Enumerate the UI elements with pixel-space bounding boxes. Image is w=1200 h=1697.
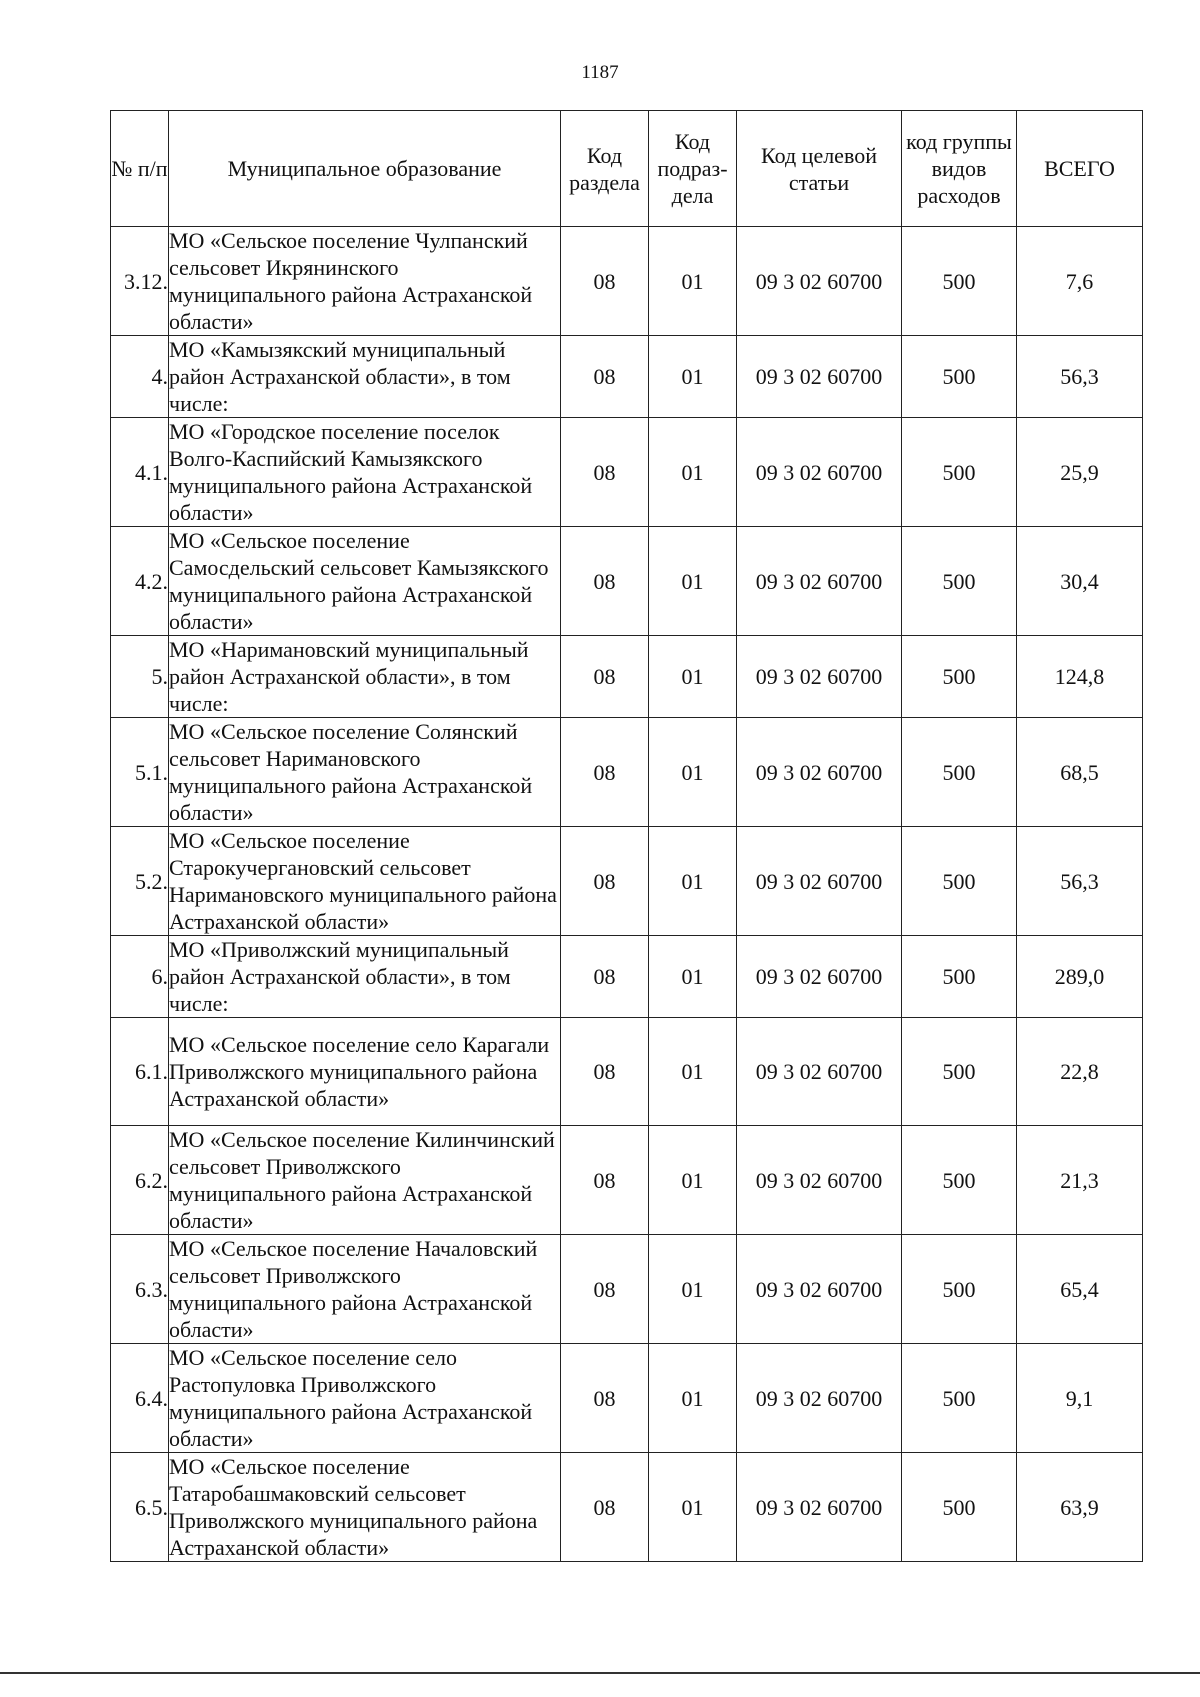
subsection-code: 01 [649, 1235, 737, 1344]
group-code: 500 [902, 418, 1017, 527]
subsection-code: 01 [649, 718, 737, 827]
target-code: 09 3 02 60700 [737, 227, 902, 336]
municipality-name: МО «Камызякский муниципальный район Астраханской области», в том числе: [169, 336, 561, 418]
table-row [111, 1453, 1143, 1562]
municipality-name: МО «Сельское поселение Татаробашмаковский сельсовет Приволжского муниципального района Астраханской области» [169, 1453, 561, 1562]
total-value: 9,1 [1017, 1344, 1143, 1453]
group-code: 500 [902, 227, 1017, 336]
subsection-code: 01 [649, 227, 737, 336]
table-row [111, 936, 1143, 1018]
table-row [111, 1344, 1143, 1453]
section-code: 08 [561, 636, 649, 718]
page-number: 1187 [581, 62, 619, 83]
section-code: 08 [561, 1126, 649, 1235]
header-subsection: Код подраз-дела [649, 111, 737, 227]
target-code: 09 3 02 60700 [737, 1018, 902, 1126]
total-value: 65,4 [1017, 1235, 1143, 1344]
municipality-name: МО «Сельское поселение Старокучергановский сельсовет Наримановского муниципального района Астраханской области» [169, 827, 561, 936]
section-code: 08 [561, 1344, 649, 1453]
municipality-name: МО «Сельское поселение село Карагали Приволжского муниципального района Астраханской области» [169, 1018, 561, 1126]
subsection-code: 01 [649, 1344, 737, 1453]
target-code: 09 3 02 60700 [737, 1126, 902, 1235]
group-code: 500 [902, 1018, 1017, 1126]
section-code: 08 [561, 527, 649, 636]
row-number: 5.1. [111, 718, 169, 827]
subsection-code: 01 [649, 527, 737, 636]
municipality-name: МО «Сельское поселение Солянский сельсовет Наримановского муниципального района Астраханской области» [169, 718, 561, 827]
table-row [111, 336, 1143, 418]
section-code: 08 [561, 227, 649, 336]
total-value: 30,4 [1017, 527, 1143, 636]
target-code: 09 3 02 60700 [737, 1344, 902, 1453]
municipality-name: МО «Сельское поселение Началовский сельсовет Приволжского муниципального района Астраханской области» [169, 1235, 561, 1344]
municipality-name: МО «Городское поселение поселок Волго-Каспийский Камызякского муниципального района Астраханской области» [169, 418, 561, 527]
row-number: 6.2. [111, 1126, 169, 1235]
subsection-code: 01 [649, 827, 737, 936]
subsection-code: 01 [649, 1126, 737, 1235]
table-row [111, 1126, 1143, 1235]
header-municipality: Муниципальное образование [169, 111, 561, 227]
total-value: 56,3 [1017, 336, 1143, 418]
row-number: 6.3. [111, 1235, 169, 1344]
row-number: 5.2. [111, 827, 169, 936]
row-number: 6. [111, 936, 169, 1018]
section-code: 08 [561, 936, 649, 1018]
group-code: 500 [902, 718, 1017, 827]
header-target: Код целевой статьи [737, 111, 902, 227]
total-value: 289,0 [1017, 936, 1143, 1018]
subsection-code: 01 [649, 1018, 737, 1126]
group-code: 500 [902, 936, 1017, 1018]
target-code: 09 3 02 60700 [737, 1235, 902, 1344]
target-code: 09 3 02 60700 [737, 418, 902, 527]
section-code: 08 [561, 1235, 649, 1344]
group-code: 500 [902, 1235, 1017, 1344]
section-code: 08 [561, 718, 649, 827]
total-value: 68,5 [1017, 718, 1143, 827]
header-section: Код раздела [561, 111, 649, 227]
target-code: 09 3 02 60700 [737, 527, 902, 636]
municipality-name: МО «Наримановский муниципальный район Астраханской области», в том числе: [169, 636, 561, 718]
subsection-code: 01 [649, 636, 737, 718]
total-value: 22,8 [1017, 1018, 1143, 1126]
group-code: 500 [902, 336, 1017, 418]
row-number: 6.4. [111, 1344, 169, 1453]
header-group: код группы видов расходов [902, 111, 1017, 227]
table-row [111, 1018, 1143, 1126]
target-code: 09 3 02 60700 [737, 636, 902, 718]
total-value: 56,3 [1017, 827, 1143, 936]
target-code: 09 3 02 60700 [737, 1453, 902, 1562]
group-code: 500 [902, 527, 1017, 636]
group-code: 500 [902, 1453, 1017, 1562]
budget-table [110, 110, 1143, 1562]
table-row [111, 827, 1143, 936]
table-header-row [111, 111, 1143, 227]
total-value: 25,9 [1017, 418, 1143, 527]
total-value: 63,9 [1017, 1453, 1143, 1562]
subsection-code: 01 [649, 1453, 737, 1562]
row-number: 3.12. [111, 227, 169, 336]
header-total: ВСЕГО [1017, 111, 1143, 227]
group-code: 500 [902, 636, 1017, 718]
group-code: 500 [902, 1126, 1017, 1235]
target-code: 09 3 02 60700 [737, 336, 902, 418]
row-number: 4.1. [111, 418, 169, 527]
section-code: 08 [561, 1018, 649, 1126]
footer-rule [0, 1672, 1200, 1674]
row-number: 6.5. [111, 1453, 169, 1562]
municipality-name: МО «Сельское поселение Килинчинский сельсовет Приволжского муниципального района Астраханской области» [169, 1126, 561, 1235]
municipality-name: МО «Приволжский муниципальный район Астраханской области», в том числе: [169, 936, 561, 1018]
table-row [111, 636, 1143, 718]
subsection-code: 01 [649, 936, 737, 1018]
municipality-name: МО «Сельское поселение село Растопуловка Приволжского муниципального района Астраханской области» [169, 1344, 561, 1453]
total-value: 7,6 [1017, 227, 1143, 336]
row-number: 4. [111, 336, 169, 418]
table-row [111, 527, 1143, 636]
municipality-name: МО «Сельское поселение Самосдельский сельсовет Камызякского муниципального района Астраханской области» [169, 527, 561, 636]
group-code: 500 [902, 1344, 1017, 1453]
total-value: 124,8 [1017, 636, 1143, 718]
section-code: 08 [561, 418, 649, 527]
row-number: 4.2. [111, 527, 169, 636]
header-num: № п/п [111, 111, 169, 227]
total-value: 21,3 [1017, 1126, 1143, 1235]
row-number: 5. [111, 636, 169, 718]
target-code: 09 3 02 60700 [737, 936, 902, 1018]
municipality-name: МО «Сельское поселение Чулпанский сельсовет Икрянинского муниципального района Астраханской области» [169, 227, 561, 336]
subsection-code: 01 [649, 336, 737, 418]
target-code: 09 3 02 60700 [737, 718, 902, 827]
section-code: 08 [561, 827, 649, 936]
row-number: 6.1. [111, 1018, 169, 1126]
section-code: 08 [561, 1453, 649, 1562]
subsection-code: 01 [649, 418, 737, 527]
table-row [111, 718, 1143, 827]
table-row [111, 1235, 1143, 1344]
group-code: 500 [902, 827, 1017, 936]
table-row [111, 227, 1143, 336]
table-row [111, 418, 1143, 527]
section-code: 08 [561, 336, 649, 418]
target-code: 09 3 02 60700 [737, 827, 902, 936]
